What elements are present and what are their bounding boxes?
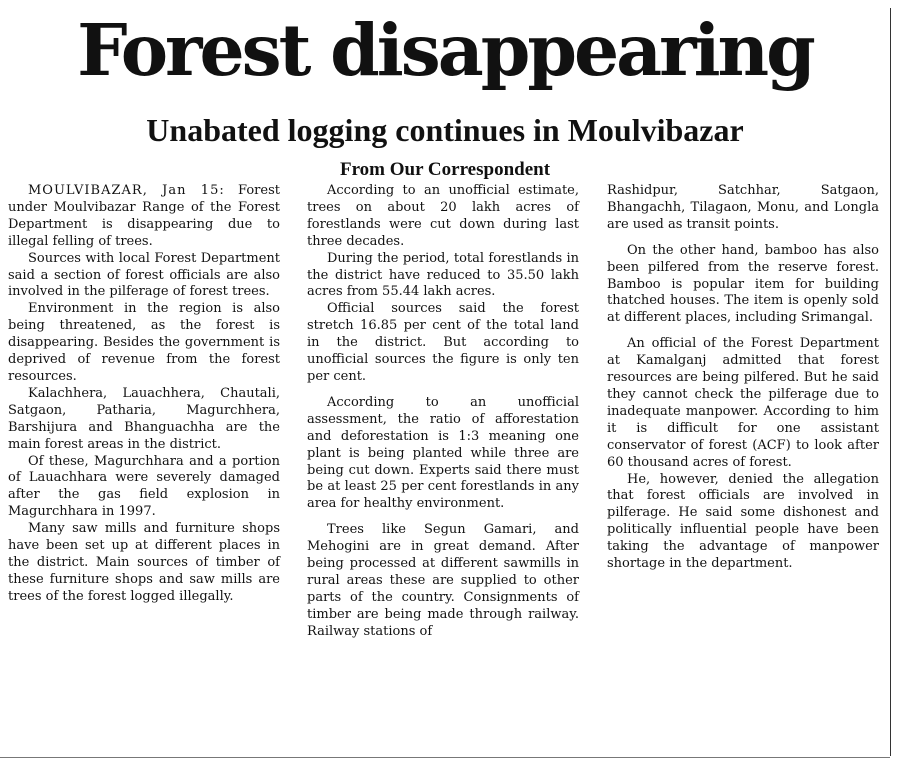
article-paragraph: On the other hand, bamboo has also been pilfered from the reserve forest. Bamboo is popular item for building thatched houses. The item is openly sold at different places, including Srimangal. <box>607 242 879 326</box>
headline: Forest disappearing <box>77 8 813 92</box>
article-paragraph: An official of the Forest Department at Kamalganj admitted that forest resources are being pilfered. But he said they cannot check the pilferage due to inadequate manpower. According to him it is difficult for one assistant conservator of forest (ACF) to look after 60 thousand acres of forest. <box>607 336 879 470</box>
article-paragraph: Rashidpur, Satchhar, Satgaon, Bhangachh, Tilagaon, Monu, and Longla are used as transit points. <box>607 183 879 232</box>
article-paragraph: According to an unofficial assessment, the ratio of afforestation and deforestation is 1:3 meaning one plant is being planted while three are being cut down. Experts said there must be at least 25 per cent forestlands in any area for healthy environment. <box>307 394 579 512</box>
article-paragraph <box>8 183 280 251</box>
article-paragraph: Trees like Segun Gamari, and Mehogini are in great demand. After being processed at different sawmills in rural areas these are supplied to other parts of the country. Consignments of timber are being made through railway. Railway stations of <box>307 522 579 639</box>
article-column-1 <box>8 183 280 606</box>
article-paragraph: Sources with local Forest Department said a section of forest officials are also involved in the pilferage of forest trees. <box>8 250 280 300</box>
paragraph-text: Forest under Moulvibazar Range of the Forest Department is disappearing due to illegal felling of trees. <box>8 183 280 249</box>
page-rule-bottom <box>0 757 890 758</box>
article-paragraph: According to an unofficial estimate, trees on about 20 lakh acres of forestlands were cut down during last three decades. <box>307 183 579 249</box>
column-rule-right <box>890 8 891 756</box>
article-paragraph: During the period, total forestlands in the district have reduced to 35.50 lakh acres from 55.44 lakh acres. <box>307 250 579 300</box>
article-column-3 <box>607 183 879 573</box>
article-paragraph: Of these, Magurchhara and a portion of Lauachhara were severely damaged after the gas field explosion in Magurchhara in 1997. <box>8 453 280 520</box>
article-paragraph: Official sources said the forest stretch 16.85 per cent of the total land in the district. But according to unofficial sources the figure is only ten per cent. <box>307 301 579 384</box>
article-paragraph: Many saw mills and furniture shops have been set up at different places in the district. Main sources of timber of these furniture shops and saw mills are trees of the forest logged illegally. <box>8 521 280 604</box>
article-paragraph: He, however, denied the allegation that forest officials are involved in pilferage. He said some dishonest and politically influential people have been taking the advantage of manpower shortage in the department. <box>607 471 879 572</box>
byline: From Our Correspondent <box>339 159 551 180</box>
subheadline: Unabated logging continues in Moulvibazar <box>146 112 744 148</box>
article-column-2 <box>307 183 579 641</box>
dateline: MOULVIBAZAR, Jan 15: <box>28 183 225 198</box>
article-paragraph: Kalachhera, Lauachhera, Chautali, Satgaon, Patharia, Magurchhera, Barshijura and Bhanguachha are the main forest areas in the district. <box>8 385 280 452</box>
article-paragraph: Environment in the region is also being threatened, as the forest is disappearing. Besides the government is deprived of revenue from the forest resources. <box>8 301 280 384</box>
